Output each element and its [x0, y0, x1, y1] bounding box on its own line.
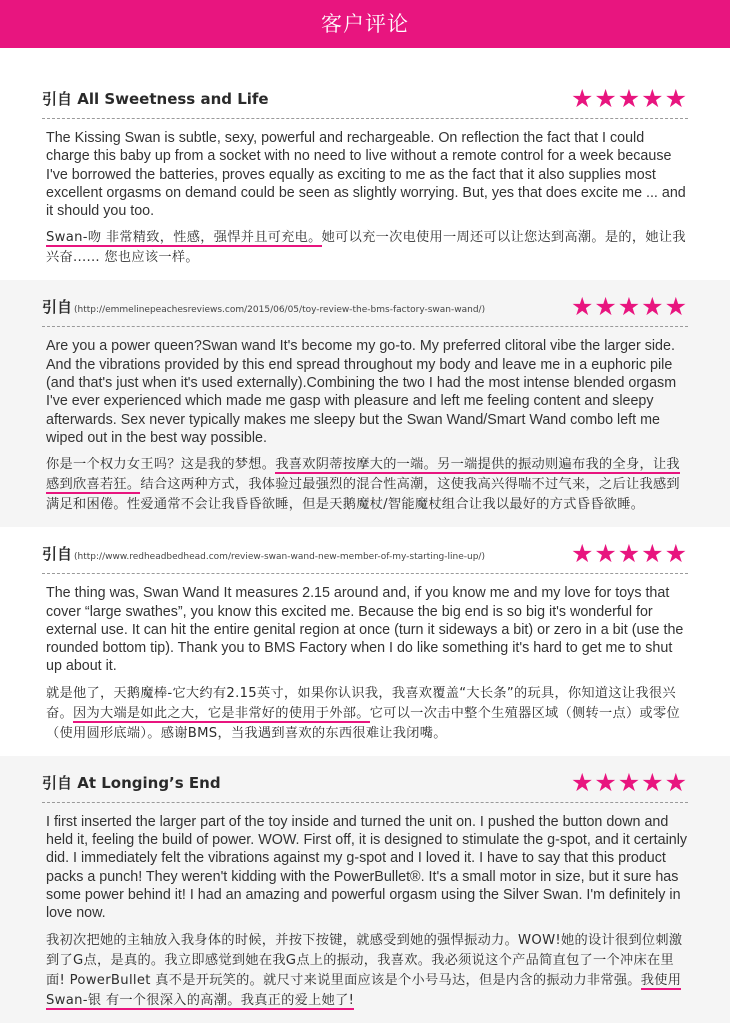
review-text-chinese: 你是一个权力女王吗？这是我的梦想。我喜欢阴蒂按摩大的一端。另一端提供的振动则遍布我的全身，让我感到欣喜若狂。结合这两种方式，我体验过最强烈的混合性高潮，这使我高兴得喘不过气来，之后让我感到满足和困倦。性爱通常不会让我昏昏欲睡，但是天鹅魔杖/智能魔杖组合让我以最好的方式昏昏欲睡。 — [46, 457, 680, 513]
review-header — [42, 84, 688, 114]
highlighted-text: Swan-吻 非常精致，性感，强悍并且可充电。 — [46, 230, 322, 246]
dashed-divider — [42, 326, 688, 327]
dashed-divider — [42, 573, 688, 574]
review-text-english: Are you a power queen?Swan wand It's become my go-to. My preferred clitoral vibe the larger side. And the vibrations provided by this end spread throughout my body and leave me in a euphoric pile (and that's just when it's used externally).Combining the two I had the most intense blended orgasm I've ever experienced which made me gasp with pleasure and left me feeling content and sleepy afterwards. Sex never typically makes me sleepy but the Swan Wand/Smart Wand combo left me wiped out in the best way possible. — [46, 338, 677, 446]
review-source-url[interactable]: (http://www.redheadbedhead.com/review-swan-wand-new-member-of-my-starting-line-up/) — [74, 552, 485, 563]
review-text-english: I first inserted the larger part of the toy inside and turned the unit on. I pushed the button down and held it, feeling the build of power. WOW. First off, it is designed to stimulate the g-spot, and it certainly did. I immediately felt the vibrations against my g-spot and I loved it. I have to say that this product packs a punch! They weren't kidding with the PowerBullet®. It's a small motor in size, but it sure has some power behind it! I had an amazing and powerful orgasm using the Silver Swan. I'm definitely in love now. — [46, 813, 688, 922]
review-source-label: 引自 (http://www.redheadbedhead.com/review-swan-wand-new-member-of-my-starting-line-up/) — [42, 545, 485, 564]
review-card — [0, 72, 730, 280]
review-text-chinese: Swan-吻 非常精致，性感，强悍并且可充电。她可以充一次电使用一周还可以让您达到高潮。是的，她让我兴奋...... 您也应该一样。 — [46, 230, 686, 266]
page-title: 客户评论 — [321, 12, 409, 36]
star-rating-icon: ★★★★★ — [570, 292, 688, 322]
review-card — [0, 756, 730, 1023]
star-rating-icon: ★★★★★ — [570, 767, 688, 797]
star-rating-icon: ★★★★★ — [570, 84, 688, 113]
page-header — [0, 0, 730, 48]
review-header — [42, 539, 688, 569]
dashed-divider — [42, 802, 688, 803]
review-card — [0, 280, 730, 527]
header-spacer — [0, 48, 730, 72]
dashed-divider — [42, 118, 688, 119]
review-source-url[interactable]: (http://emmelinepeachesreviews.com/2015/06/05/toy-review-the-bms-factory-swan-wand/) — [74, 305, 486, 316]
review-text-chinese: 我初次把她的主轴放入我身体的时候，并按下按键，就感受到她的强悍振动力。WOW!她的设计很到位刺激到了G点，是真的。我立即感觉到她在我G点上的振动，我喜欢。我必须说这个产品简直包了一个冲床在里面! PowerBullet 真不是开玩笑的。就尺寸来说里面应该是个小号马达，但是内含的振动力非常强。我使用 Swan-银 有一个很深入的高潮。我真正的爱上她了! — [46, 932, 683, 1008]
highlighted-text: 我使用 Swan-银 有一个很深入的高潮。我真正的爱上她了! — [46, 972, 682, 1008]
review-header — [42, 768, 688, 798]
review-header — [42, 292, 688, 322]
review-source-label: 引自 (http://emmelinepeachesreviews.com/2015/06/05/toy-review-the-bms-factory-swan-wand/) — [42, 298, 486, 317]
review-text-english: The Kissing Swan is subtle, sexy, powerful and rechargeable. On reflection the fact that I could charge this baby up from a socket with no need to live without a remote control for a week because I've borrowed the batteries, proves equally as exciting to me as the fact that it also supplies most excellent orgasms on demand could be seen as slightly worrying. But, yes that does excite me ... and it should you too. — [46, 130, 686, 220]
highlighted-text: 因为大端是如此之大，它是非常好的使用于外部。 — [72, 705, 370, 721]
review-text-english: The thing was, Swan Wand It measures 2.15 around and, if you know me and my love for toys that cover “large swathes”, you know this excited me. Because the big end is so big it's wonderful for external use. It can hit the entire genital region at once (turn it sideways a bit) or zero in a bit (use the rounded bottom tip). Thank you to BMS Factory when I do like something it's hard to get me to shut up about it. — [46, 585, 684, 675]
review-card — [0, 527, 730, 755]
review-source-label: 引自 All Sweetness and Life — [42, 90, 269, 108]
review-source-label: 引自 At Longing’s End — [42, 773, 221, 792]
highlighted-text: 我喜欢阴蒂按摩大的一端。另一端提供的振动则遍布我的全身，让我感到欣喜若狂。 — [46, 457, 680, 493]
review-text-chinese: 就是他了，天鹅魔棒-它大约有2.15英寸，如果你认识我，我喜欢覆盖“大长条”的玩具，你知道这让我很兴奋。因为大端是如此之大，它是非常好的使用于外部。它可以一次击中整个生殖器区域（侧转一点）或零位（使用圆形底端）。感谢BMS，当我遇到喜欢的东西很难让我闭嘴。 — [46, 685, 680, 741]
star-rating-icon: ★★★★★ — [570, 539, 688, 569]
